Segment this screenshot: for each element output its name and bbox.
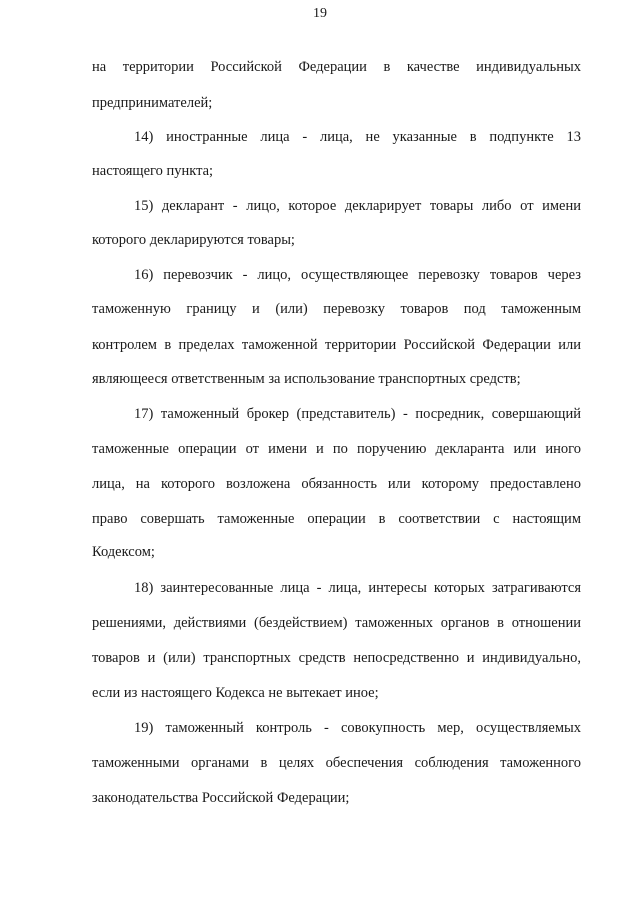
paragraph-line: таможенными органами в целях обеспечения соблюдения таможенного [92,755,581,771]
paragraph-line: товаров и (или) транспортных средств непосредственно и индивидуально, [92,650,581,666]
page-number: 19 [313,6,327,21]
paragraph-line: 18) заинтересованные лица - лица, интересы которых затрагиваются [134,580,581,596]
paragraph-line: настоящего пункта; [92,163,214,179]
paragraph-line: лица, на которого возложена обязанность или которому предоставлено [92,476,581,492]
paragraph-line: 19) таможенный контроль - совокупность мер, осуществляемых [134,720,581,736]
paragraph-line: 15) декларант - лицо, которое декларирует товары либо от имени [134,198,581,214]
paragraph-line: Кодексом; [92,544,155,560]
paragraph-line: являющееся ответственным за использование транспортных средств; [92,371,521,387]
paragraph-line: таможенные операции от имени и по поручению декларанта или иного [92,441,581,457]
paragraph-line: 17) таможенный брокер (представитель) - посредник, совершающий [134,406,581,422]
paragraph-line: решениями, действиями (бездействием) таможенных органов в отношении [92,615,581,631]
paragraph-line: право совершать таможенные операции в соответствии с настоящим [92,511,581,527]
paragraph-line: 14) иностранные лица - лица, не указанные в подпункте 13 [134,129,581,145]
paragraph-line: контролем в пределах таможенной территории Российской Федерации или [92,337,581,353]
paragraph-line: 16) перевозчик - лицо, осуществляющее перевозку товаров через [134,267,581,283]
paragraph-line: законодательства Российской Федерации; [92,790,350,806]
paragraph-line: на территории Российской Федерации в качестве индивидуальных [92,59,581,75]
paragraph-line: предпринимателей; [92,95,213,111]
paragraph-line: которого декларируются товары; [92,232,295,248]
paragraph-line: таможенную границу и (или) перевозку товаров под таможенным [92,301,581,317]
paragraph-line: если из настоящего Кодекса не вытекает иное; [92,685,379,701]
